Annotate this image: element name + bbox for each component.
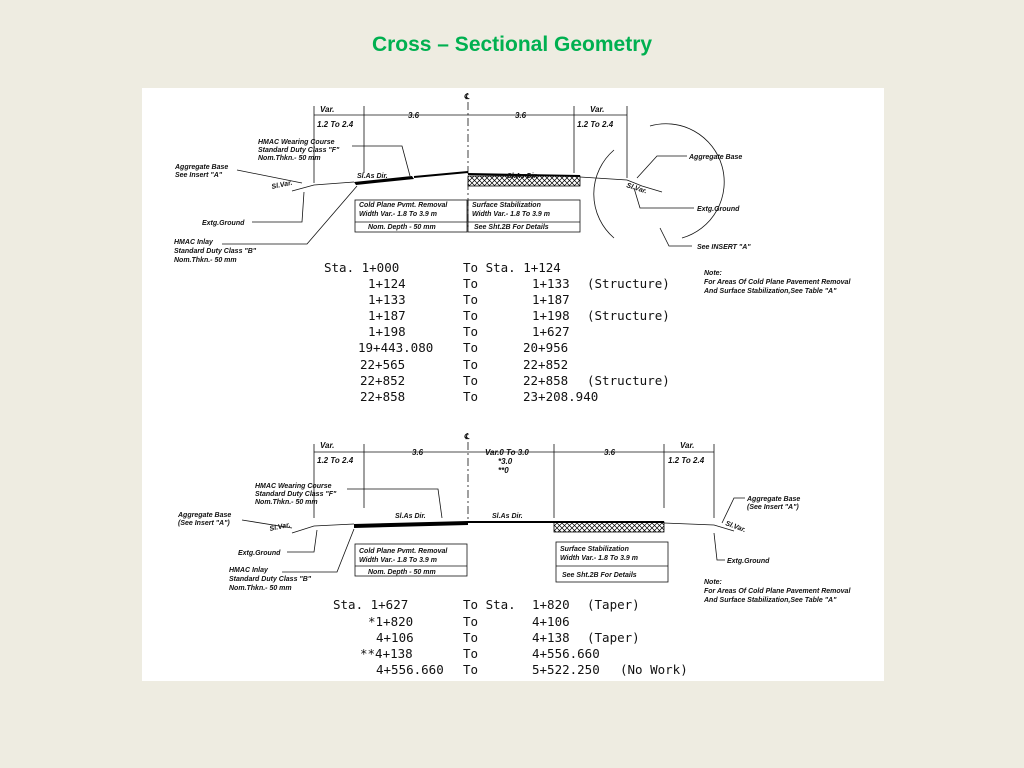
- centerline-symbol-2: ℄: [464, 432, 470, 441]
- dim-range-left-2: 1.2 To 2.4: [317, 456, 354, 465]
- shoulder-left-2: [292, 524, 354, 533]
- sta2-row1-to: To Sta.: [463, 597, 516, 612]
- agg-base-left-1b: See Insert "A": [175, 172, 223, 179]
- hmac-wearing-1b: Standard Duty Class "F": [258, 147, 340, 154]
- dim-36-right-2: 3.6: [604, 448, 616, 457]
- sta1-row4-remark: (Structure): [587, 308, 670, 323]
- centerline-symbol-1: ℄: [464, 92, 470, 101]
- cold-plane-2c: Nom. Depth - 50 mm: [368, 569, 436, 576]
- dim-36-left-1: 3.6: [408, 111, 420, 120]
- drawing-canvas: [142, 88, 884, 681]
- sta1-row4-to: To: [463, 308, 479, 323]
- station-table-2: [333, 597, 688, 677]
- hmac-wearing-2c: Nom.Thkn.- 50 mm: [255, 499, 318, 506]
- hmac-inlay-2c: Nom.Thkn.- 50 mm: [229, 585, 292, 592]
- sl-dir-right-2: Sl.As Dir.: [492, 513, 523, 520]
- note-2-title: Note:: [704, 579, 722, 586]
- sta2-row4-end: 4+556.660: [532, 646, 600, 661]
- sta2-row2-to: To: [463, 614, 479, 629]
- sta1-row5-from: 1+198: [368, 324, 406, 339]
- dim-var-left-2: Var.: [320, 441, 335, 450]
- sta1-row7-end: 22+852: [523, 357, 569, 372]
- sta2-row2-from: *1+820: [368, 614, 414, 629]
- hmac-wearing-1a: HMAC Wearing Course: [258, 139, 335, 146]
- dim-range-right-2: 1.2 To 2.4: [668, 456, 705, 465]
- sta2-row5-end: 5+522.250: [532, 662, 600, 677]
- slide-title: Cross – Sectional Geometry: [371, 33, 653, 56]
- dim-36-left-2: 3.6: [412, 448, 424, 457]
- sta1-row5-end: 1+627: [532, 324, 570, 339]
- slope-right-1: Sl.Var.: [625, 182, 648, 196]
- cold-plane-1c: Nom. Depth - 50 mm: [368, 224, 436, 231]
- insert-circle-right-arc-1: [650, 124, 724, 238]
- sta1-row6-from: 19+443.080: [358, 340, 434, 355]
- sta1-row6-to: To: [463, 340, 479, 355]
- sta1-row2-remark: (Structure): [587, 276, 670, 291]
- sta2-row3-to: To: [463, 630, 479, 645]
- sta2-row5-to: To: [463, 662, 479, 677]
- sta1-row4-from: 1+187: [368, 308, 406, 323]
- dim-range-left-1: 1.2 To 2.4: [317, 120, 354, 129]
- sta2-row1-remark: (Taper): [587, 597, 640, 612]
- dim-star-2: *3.0: [498, 457, 513, 466]
- sta1-row4-end: 1+198: [532, 308, 570, 323]
- surface-stab-2a: Surface Stabilization: [560, 546, 629, 553]
- station-table-1: [324, 260, 670, 404]
- sta2-row3-from: 4+106: [376, 630, 414, 645]
- hmac-inlay-1c: Nom.Thkn.- 50 mm: [174, 257, 237, 264]
- slope-right-2: Sl.Var.: [724, 520, 747, 535]
- note-1-line1: For Areas Of Cold Plane Pavement Removal: [704, 279, 851, 286]
- extg-ground-right-2: Extg.Ground: [727, 558, 770, 565]
- surface-stab-1c: See Sht.2B For Details: [474, 224, 549, 231]
- slope-left-1: Sl.Var.: [270, 179, 294, 191]
- sta2-row4-from: **4+138: [360, 646, 413, 661]
- sta2-row4-to: To: [463, 646, 479, 661]
- sta1-row3-from: 1+133: [368, 292, 406, 307]
- dim-36-right-1: 3.6: [515, 111, 527, 120]
- sta2-row5-remark: (No Work): [620, 662, 688, 677]
- dim-dstar-2: **0: [498, 466, 509, 475]
- dim-var-left-1: Var.: [320, 105, 335, 114]
- sta2-row2-end: 4+106: [532, 614, 570, 629]
- dim-var-right-2: Var.: [680, 441, 695, 450]
- hmac-inlay-1b: Standard Duty Class "B": [174, 248, 257, 255]
- note-1-line2: And Surface Stabilization,See Table "A": [704, 288, 837, 295]
- shoulder-left-1: [292, 182, 354, 191]
- sta1-row9-from: 22+858: [360, 389, 406, 404]
- sl-dir-left-2: Sl.As Dir.: [395, 513, 426, 520]
- sta1-row6-end: 20+956: [523, 340, 569, 355]
- extg-ground-left-2: Extg.Ground: [238, 550, 281, 557]
- agg-base-left-1a: Aggregate Base: [175, 164, 229, 171]
- insert-circle-left-arc-1: [594, 150, 614, 238]
- surface-stab-2b: Width Var.- 1.8 To 3.9 m: [560, 555, 638, 562]
- sta1-row7-from: 22+565: [360, 357, 406, 372]
- sta1-row9-to: To: [463, 389, 479, 404]
- sl-dir-left-1: Sl.As Dir.: [357, 173, 388, 180]
- sta1-row3-to: To: [463, 292, 479, 307]
- agg-base-right-1: Aggregate Base: [689, 154, 743, 161]
- sta1-row1-to: To Sta. 1+124: [463, 260, 561, 275]
- sta2-row5-from: 4+556.660: [376, 662, 444, 677]
- sta1-row8-end: 22+858: [523, 373, 569, 388]
- hmac-inlay-strip-2: [354, 521, 468, 528]
- sta1-row1-from: Sta. 1+000: [324, 260, 400, 275]
- dim-range-right-1: 1.2 To 2.4: [577, 120, 614, 129]
- surface-stab-1b: Width Var.- 1.8 To 3.9 m: [472, 211, 550, 218]
- sta1-row8-from: 22+852: [360, 373, 406, 388]
- see-insert-1: See INSERT "A": [697, 244, 751, 251]
- sta2-row3-end: 4+138: [532, 630, 570, 645]
- dim-var-right-1: Var.: [590, 105, 605, 114]
- sl-dir-right-1: Sl.As Dir.: [507, 173, 538, 180]
- sta1-row3-end: 1+187: [532, 292, 570, 307]
- slope-left-2: Sl.Var.: [268, 521, 292, 533]
- cold-plane-2a: Cold Plane Pvmt. Removal: [359, 548, 448, 555]
- note-2-line1: For Areas Of Cold Plane Pavement Removal: [704, 588, 851, 595]
- surface-stab-2c: See Sht.2B For Details: [562, 572, 637, 579]
- sta1-row8-to: To: [463, 373, 479, 388]
- sta1-row5-to: To: [463, 324, 479, 339]
- sta1-row2-to: To: [463, 276, 479, 291]
- section-2: [177, 432, 851, 677]
- hmac-inlay-1a: HMAC Inlay: [174, 239, 213, 246]
- agg-base-right-2a: Aggregate Base: [747, 496, 801, 503]
- hmac-wearing-2a: HMAC Wearing Course: [255, 483, 332, 490]
- sta1-row7-to: To: [463, 357, 479, 372]
- agg-base-left-2a: Aggregate Base: [178, 512, 232, 519]
- sta1-row2-end: 1+133: [532, 276, 570, 291]
- cold-plane-1a: Cold Plane Pvmt. Removal: [359, 202, 448, 209]
- sta2-row3-remark: (Taper): [587, 630, 640, 645]
- sta1-row2-from: 1+124: [368, 276, 406, 291]
- sta1-row8-remark: (Structure): [587, 373, 670, 388]
- sta2-row1-from: Sta. 1+627: [333, 597, 409, 612]
- note-2-line2: And Surface Stabilization,See Table "A": [704, 597, 837, 604]
- hmac-wearing-2b: Standard Duty Class "F": [255, 491, 337, 498]
- hmac-wearing-1c: Nom.Thkn.- 50 mm: [258, 155, 321, 162]
- sta2-row1-end: 1+820: [532, 597, 570, 612]
- surface-stab-hatch-2: [554, 522, 664, 532]
- hmac-inlay-2b: Standard Duty Class "B": [229, 576, 312, 583]
- extg-ground-right-1: Extg.Ground: [697, 206, 740, 213]
- sta1-row9-end: 23+208.940: [523, 389, 599, 404]
- hmac-inlay-2a: HMAC Inlay: [229, 567, 268, 574]
- surface-stab-1a: Surface Stabilization: [472, 202, 541, 209]
- section-1: [174, 92, 851, 404]
- dim-var-mid-2: Var.0 To 3.0: [485, 448, 529, 457]
- agg-base-left-2b: (See Insert "A"): [178, 520, 230, 527]
- extg-ground-left-1: Extg.Ground: [202, 220, 245, 227]
- note-1-title: Note:: [704, 270, 722, 277]
- cold-plane-2b: Width Var.- 1.8 To 3.9 m: [359, 557, 437, 564]
- agg-base-right-2b: (See Insert "A"): [747, 504, 799, 511]
- cross-section-drawing: [142, 88, 884, 681]
- cold-plane-1b: Width Var.- 1.8 To 3.9 m: [359, 211, 437, 218]
